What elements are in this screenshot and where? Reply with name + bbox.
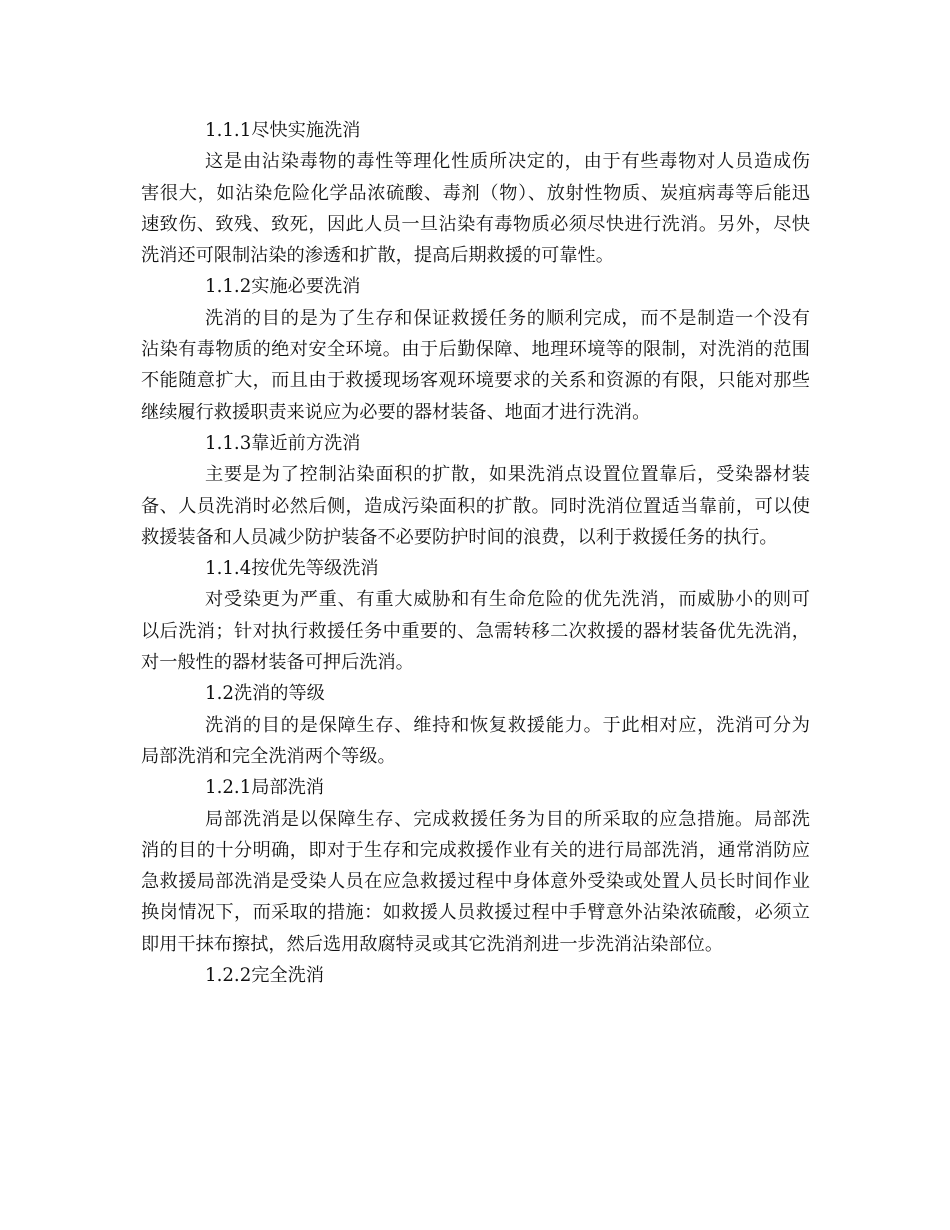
paragraph-line: 消的目的十分明确，即对于生存和完成救援作业有关的进行局部洗消，通常消防应: [141, 839, 810, 861]
body-paragraph: [141, 710, 810, 773]
paragraph-line: 局部洗消和完全洗消两个等级。: [141, 745, 396, 767]
paragraph-line: 继续履行救援职责来说应为必要的器材装备、地面才进行洗消。: [141, 401, 651, 423]
paragraph-line: 对受染更为严重、有重大威胁和有生命危险的优先洗消，而威胁小的则可: [205, 589, 810, 611]
paragraph-line: 以后洗消；针对执行救援任务中重要的、急需转移二次救援的器材装备优先洗消，: [141, 620, 810, 642]
body-paragraph: [141, 146, 810, 271]
section-heading: 1.2洗消的等级: [205, 683, 325, 705]
paragraph-line: 局部洗消是以保障生存、完成救援任务为目的所采取的应急措施。局部洗: [205, 808, 810, 830]
section-heading: 1.1.3靠近前方洗消: [205, 432, 361, 454]
document-body: [141, 115, 810, 991]
paragraph-line: 主要是为了控制沾染面积的扩散，如果洗消点设置位置靠后，受染器材装: [205, 464, 810, 486]
body-paragraph: [141, 584, 810, 678]
section-heading: 1.1.2实施必要洗消: [205, 276, 361, 298]
section-heading: 1.2.2完全洗消: [205, 965, 325, 987]
paragraph-line: 沾染有毒物质的绝对安全环境。由于后勤保障、地理环境等的限制，对洗消的范围: [141, 339, 810, 361]
paragraph-line: 速致伤、致残、致死，因此人员一旦沾染有毒物质必须尽快进行洗消。另外，尽快: [141, 213, 810, 235]
paragraph-line: 对一般性的器材装备可押后洗消。: [141, 652, 414, 674]
paragraph-line: 不能随意扩大，而且由于救援现场客观环境要求的关系和资源的有限，只能对那些: [141, 370, 810, 392]
body-paragraph: [141, 303, 810, 428]
paragraph-line: 救援装备和人员减少防护装备不必要防护时间的浪费，以利于救援任务的执行。: [141, 526, 778, 548]
section-heading: 1.1.4按优先等级洗消: [205, 558, 379, 580]
section-heading: 1.1.1尽快实施洗消: [205, 120, 361, 141]
section-heading: 1.2.1局部洗消: [205, 777, 325, 799]
paragraph-line: 这是由沾染毒物的毒性等理化性质所决定的，由于有些毒物对人员造成伤: [205, 151, 810, 173]
body-paragraph: [141, 804, 810, 960]
body-paragraph: [141, 459, 810, 553]
paragraph-line: 洗消的目的是为了生存和保证救援任务的顺利完成，而不是制造一个没有: [205, 307, 810, 329]
paragraph-line: 害很大，如沾染危险化学品浓硫酸、毒剂（物）、放射性物质、炭疽病毒等后能迅: [141, 182, 810, 204]
paragraph-line: 换岗情况下，而采取的措施：如救援人员救援过程中手臂意外沾染浓硫酸，必须立: [141, 902, 810, 924]
paragraph-line: 洗消的目的是保障生存、维持和恢复救援能力。于此相对应，洗消可分为: [205, 714, 810, 736]
paragraph-line: 洗消还可限制沾染的渗透和扩散，提高后期救援的可靠性。: [141, 245, 614, 267]
paragraph-line: 即用干抹布擦拭，然后选用敌腐特灵或其它洗消剂进一步洗消沾染部位。: [141, 933, 724, 955]
paragraph-line: 备、人员洗消时必然后侧，造成污染面积的扩散。同时洗消位置适当靠前，可以使: [141, 495, 810, 517]
paragraph-line: 急救援局部洗消是受染人员在应急救援过程中身体意外受染或处置人员长时间作业: [141, 871, 810, 893]
